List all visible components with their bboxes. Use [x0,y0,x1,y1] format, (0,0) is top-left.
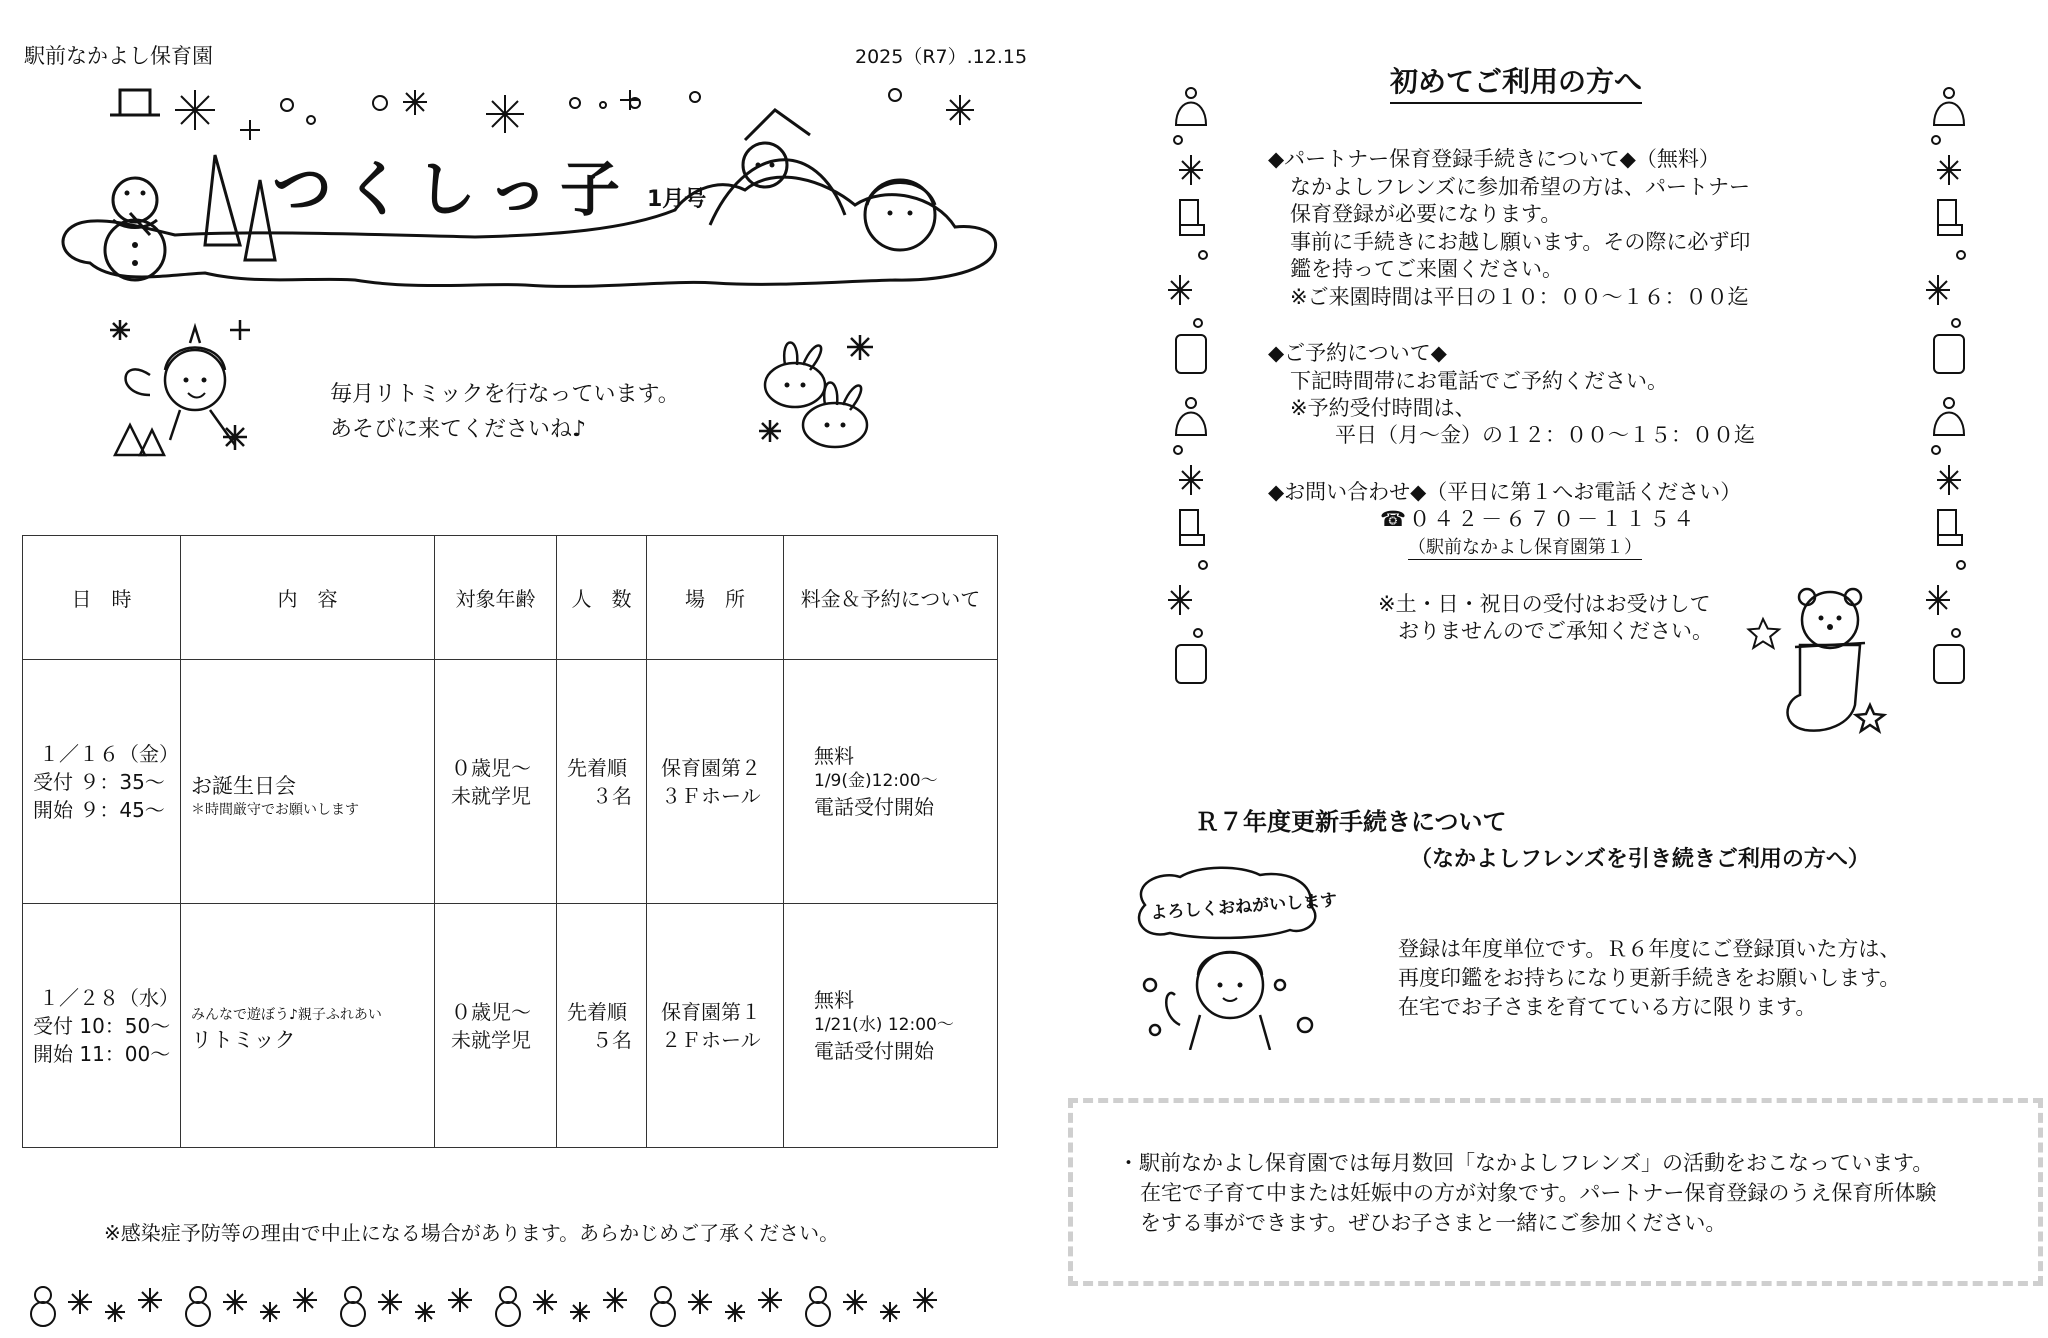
reserve-line: 平日（月～金）の１２：００～１５：００迄 [1335,423,1755,447]
fairy-illustration [110,315,260,460]
col-header-fee: 料金＆予約について [784,536,998,660]
partner-heading: ◆パートナー保育登録手続きについて◆（無料） [1268,147,1720,171]
cell-capacity [557,660,647,904]
place-room: ３Ｆホール [661,783,761,808]
event-title: リトミック [191,1027,296,1052]
info-line: 在宅で子育て中または妊娠中の方が対象です。パートナー保育登録のうえ保育所体験 [1140,1181,1937,1205]
cell-datetime [23,904,181,1148]
issue-date: 2025（R7）.12.15 [855,46,1028,68]
start-time: 開始 ９：45～ [33,797,165,822]
table-row [23,904,998,1148]
contact-phone: ☎０４２－６７０－１１５４ [1380,507,1698,531]
info-line: ・駅前なかよし保育園では毎月数回「なかよしフレンズ」の活動をおこなっています。 [1118,1151,1934,1175]
cell-fee [784,660,998,904]
table-row [23,660,998,904]
renewal-line: 登録は年度単位です。Ｒ６年度にご登録頂いた方は、 [1398,937,1901,961]
right-column-decoration [1926,85,1972,705]
schedule-table [22,535,998,1148]
age-to: 未就学児 [451,783,531,808]
event-title: お誕生日会 [191,774,296,798]
fee-value: 無料 [814,743,854,768]
first-time-title: 初めてご利用の方へ [1390,60,1642,104]
info-line: をする事ができます。ぜひお子さまと一緒にご参加ください。 [1140,1211,1727,1235]
newsletter-month: 1月号 [647,187,707,212]
table-header-row [23,536,998,660]
age-to: 未就学児 [451,1027,531,1052]
age-from: ０歳児～ [451,755,531,780]
col-header-place: 場 所 [647,536,784,660]
cell-capacity [557,904,647,1148]
speech-bubble-text: よろしくおねがいします [1149,890,1338,924]
cell-place [647,660,784,904]
reception-time: 受付 ９：35～ [33,769,165,794]
fee-value: 無料 [814,987,854,1012]
bear-stocking-illustration [1745,585,1895,735]
newsletter-title: つくしっ子 [272,155,632,225]
reserve-line: 下記時間帯にお電話でご予約ください。 [1290,369,1668,393]
col-header-capacity: 人 数 [557,536,647,660]
place-room: ２Ｆホール [661,1027,761,1052]
renewal-line: 再度印鑑をお持ちになり更新手続きをお願いします。 [1398,966,1901,990]
reception-time: 受付 10：50～ [33,1013,171,1038]
event-note: みんなで遊ぼう♪親子ふれあい [191,1007,382,1023]
col-header-content: 内 容 [181,536,435,660]
reserve-line: ※予約受付時間は、 [1290,396,1476,420]
contact-heading: ◆お問い合わせ◆（平日に第１へお電話ください） [1268,480,1742,504]
capacity-rule: 先着順 [567,755,627,780]
booking-start: 1/21(水) 12:00～ [814,1014,954,1035]
booking-start: 1/9(金)12:00～ [814,770,938,791]
renewal-title: Ｒ７年度更新手続きについて [1195,808,1507,836]
left-column-decoration [1168,85,1214,705]
partner-line: 鑑を持ってご来園ください。 [1290,257,1563,281]
capacity-count: ３名 [592,783,632,808]
intro-line-1: 毎月リトミックを行なっています。 [330,382,680,407]
place-building: 保育園第２ [661,755,761,780]
partner-line: ※ご来園時間は平日の１０：００～１６：００迄 [1290,285,1749,309]
cell-place [647,904,784,1148]
capacity-count: ５名 [592,1027,632,1052]
renewal-subtitle: （なかよしフレンズを引き続きご利用の方へ） [1410,847,1870,872]
renewal-line: 在宅でお子さまを育てている方に限ります。 [1398,995,1817,1019]
col-header-datetime: 日 時 [23,536,181,660]
holiday-note: おりませんのでご承知ください。 [1398,619,1713,643]
snowman-border-decoration [25,1280,985,1330]
intro-line-2: あそびに来てくださいね♪ [330,417,587,442]
cell-fee [784,904,998,1148]
contact-phone-note: （駅前なかよし保育園第１） [1408,533,1642,560]
cell-content [181,904,435,1148]
event-date: １／１６（金） [39,741,179,766]
holiday-note: ※土・日・祝日の受付はお受けして [1378,592,1711,616]
start-time: 開始 11：00～ [33,1041,171,1066]
event-subnote: ＊時間厳守でお願いします [191,802,359,819]
event-date: １／２８（水） [39,985,179,1010]
partner-line: なかよしフレンズに参加希望の方は、パートナー [1290,175,1751,199]
cell-age [435,904,557,1148]
bunnies-illustration [755,330,890,450]
cell-datetime [23,660,181,904]
col-header-age: 対象年齢 [435,536,557,660]
cell-content [181,660,435,904]
partner-line: 事前に手続きにお越し願います。その際に必ず印 [1290,230,1751,254]
reserve-heading: ◆ご予約について◆ [1268,341,1447,365]
org-name: 駅前なかよし保育園 [24,44,213,68]
age-from: ０歳児～ [451,999,531,1024]
booking-method: 電話受付開始 [814,1039,934,1064]
booking-method: 電話受付開始 [814,795,934,820]
place-building: 保育園第１ [661,999,761,1024]
cell-age [435,660,557,904]
capacity-rule: 先着順 [567,999,627,1024]
partner-line: 保育登録が必要になります。 [1290,202,1562,226]
cancellation-notice: ※感染症予防等の理由で中止になる場合があります。あらかじめご了承ください。 [104,1221,840,1245]
